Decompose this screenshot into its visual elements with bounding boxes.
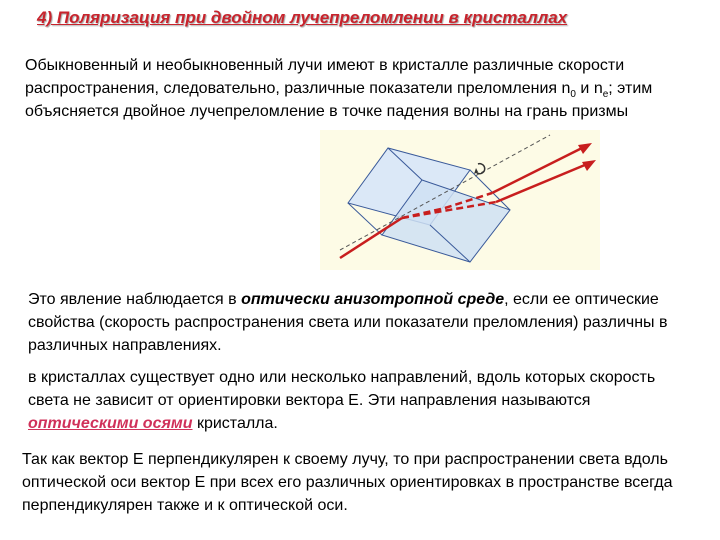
p2-text-before: Это явление наблюдается в	[28, 291, 242, 308]
p1-text-end: ; этим объясняется двойное лучепреломление в точке падения волны на грань призмы	[25, 80, 653, 120]
p2-text-after: , если ее оптические свойства (скорость распространения света или показатели преломления) различны в различных направлениях.	[28, 291, 668, 354]
paragraph-optical-axes	[28, 366, 688, 435]
p3-text-after: кристалла.	[192, 415, 278, 432]
subscript-o: 0	[570, 89, 576, 101]
birefringence-figure	[320, 130, 600, 270]
p3-text-before: в кристаллах существует одно или несколько направлений, вдоль которых скорость света не зависит от ориентировки вектора Е. Эти направления называются	[28, 369, 656, 409]
term-optical-axes: оптическими осями	[28, 415, 193, 432]
p1-text-start: Обыкновенный и необыкновенный лучи имеют в кристалле различные скорости распространения, следовательно, различные показатели преломления n	[25, 57, 625, 97]
subscript-e: e	[602, 89, 609, 101]
paragraph-vector-e: Так как вектор Е перпендикулярен к своему лучу, то при распространении света вдоль оптической оси вектор Е при всех его различных ориентировках в пространстве всегда перпендикулярен также и к оптической оси.	[22, 451, 673, 514]
paragraph-anisotropic-medium	[28, 288, 688, 357]
p1-text-and: и n	[575, 80, 603, 97]
term-anisotropic-medium: оптически анизотропной среде	[241, 291, 505, 308]
paragraph-refraction-indices	[25, 54, 675, 123]
slide-title: 4) Поляризация при двойном лучепреломлении в кристаллах	[37, 8, 568, 27]
